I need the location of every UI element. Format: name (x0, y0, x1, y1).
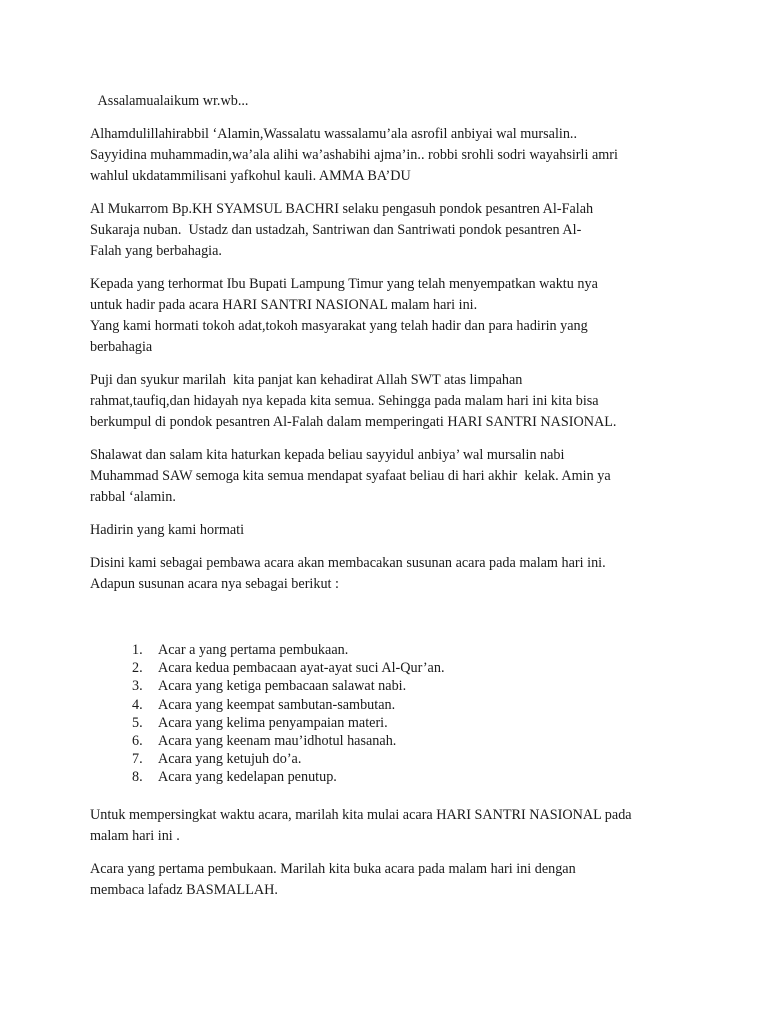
paragraph (90, 445, 690, 508)
paragraph-line: berkumpul di pondok pesantren Al-Falah dalam memperingati HARI SANTRI NASIONAL. (90, 414, 617, 430)
paragraph-line: rahmat,taufiq,dan hidayah nya kepada kita semua. Sehingga pada malam hari ini kita bisa (90, 393, 599, 409)
agenda-item (90, 732, 690, 750)
paragraph-line: membaca lafadz BASMALLAH. (90, 881, 278, 898)
greeting: Assalamualaikum wr.wb... (94, 93, 249, 109)
agenda-number: 3. (132, 678, 143, 695)
paragraph (90, 520, 690, 541)
paragraph-line: Al Mukarrom Bp.KH SYAMSUL BACHRI selaku pengasuh pondok pesantren Al-Falah (90, 201, 594, 217)
agenda-number: 1. (132, 642, 143, 658)
paragraph-line: Disini kami sebagai pembawa acara akan membacakan susunan acara pada malam hari ini. (90, 555, 606, 571)
document-page (90, 91, 690, 913)
agenda-item (90, 714, 690, 732)
agenda-item (90, 750, 690, 768)
paragraph (90, 199, 690, 262)
agenda-number: 2. (132, 660, 143, 677)
agenda-number: 4. (132, 696, 143, 713)
closing-paragraphs (90, 805, 690, 901)
agenda-number: 6. (132, 733, 143, 750)
paragraph-line: Falah yang berbahagia. (90, 243, 222, 259)
paragraph-line: Sayyidina muhammadin,wa’ala alihi wa’ashabihi ajma’in.. robbi srohli sodri wayahsirli amri (90, 147, 618, 163)
agenda-item (90, 677, 690, 695)
paragraph-line: Sukaraja nuban. Ustadz dan ustadzah, Santriwan dan Santriwati pondok pesantren Al- (90, 222, 582, 238)
paragraph-line: Puji dan syukur marilah kita panjat kan kehadirat Allah SWT atas limpahan (90, 372, 523, 388)
paragraph-line: Acara yang pertama pembukaan. Marilah kita buka acara pada malam hari ini dengan (90, 860, 576, 877)
paragraph-line: rabbal ‘alamin. (90, 489, 176, 505)
agenda-item (90, 659, 690, 677)
paragraph-line: berbahagia (90, 339, 153, 355)
paragraph (90, 370, 690, 433)
paragraph (90, 805, 690, 847)
paragraph (90, 553, 690, 595)
agenda-item (90, 696, 690, 714)
paragraph-line: Yang kami hormati tokoh adat,tokoh masyarakat yang telah hadir dan para hadirin yang (90, 318, 588, 334)
paragraph-line: Untuk mempersingkat waktu acara, marilah kita mulai acara HARI SANTRI NASIONAL pada (90, 806, 632, 823)
agenda-text: Acara yang ketujuh do’a. (158, 751, 302, 768)
paragraph-line: malam hari ini . (90, 827, 180, 844)
paragraph-line: Adapun susunan acara nya sebagai berikut : (90, 576, 339, 592)
paragraph-line: Muhammad SAW semoga kita semua mendapat syafaat beliau di hari akhir kelak. Amin ya (90, 468, 611, 484)
intro-paragraphs (90, 124, 690, 595)
paragraph-line: Hadirin yang kami hormati (90, 522, 245, 538)
agenda-text: Acara yang kelima penyampaian materi. (158, 714, 388, 731)
paragraph-line: untuk hadir pada acara HARI SANTRI NASIONAL malam hari ini. (90, 297, 478, 313)
paragraph (90, 124, 690, 187)
agenda-list (90, 641, 690, 787)
spacer (90, 607, 690, 641)
agenda-text: Acara yang ketiga pembacaan salawat nabi. (158, 678, 407, 695)
paragraph-line: Alhamdulillahirabbil ‘Alamin,Wassalatu wassalamu’ala asrofil anbiyai wal mursalin.. (90, 126, 578, 142)
agenda-text: Acara yang keempat sambutan-sambutan. (158, 696, 396, 713)
paragraph (90, 859, 690, 901)
paragraph-line: Shalawat dan salam kita haturkan kepada beliau sayyidul anbiya’ wal mursalin nabi (90, 447, 565, 463)
agenda-text: Acara kedua pembacaan ayat-ayat suci Al-Qur’an. (158, 660, 445, 677)
agenda-text: Acara yang keenam mau’idhotul hasanah. (158, 733, 397, 750)
agenda-item (90, 768, 690, 786)
agenda-number: 7. (132, 751, 143, 768)
agenda-text: Acar a yang pertama pembukaan. (158, 642, 349, 658)
agenda-text: Acara yang kedelapan penutup. (158, 769, 337, 786)
paragraph-line: Kepada yang terhormat Ibu Bupati Lampung Timur yang telah menyempatkan waktu nya (90, 276, 598, 292)
agenda-number: 5. (132, 714, 143, 731)
paragraph (90, 274, 690, 358)
agenda-item (90, 641, 690, 659)
agenda-number: 8. (132, 769, 143, 786)
paragraph-line: wahlul ukdatammilisani yafkohul kauli. AMMA BA’DU (90, 168, 411, 184)
